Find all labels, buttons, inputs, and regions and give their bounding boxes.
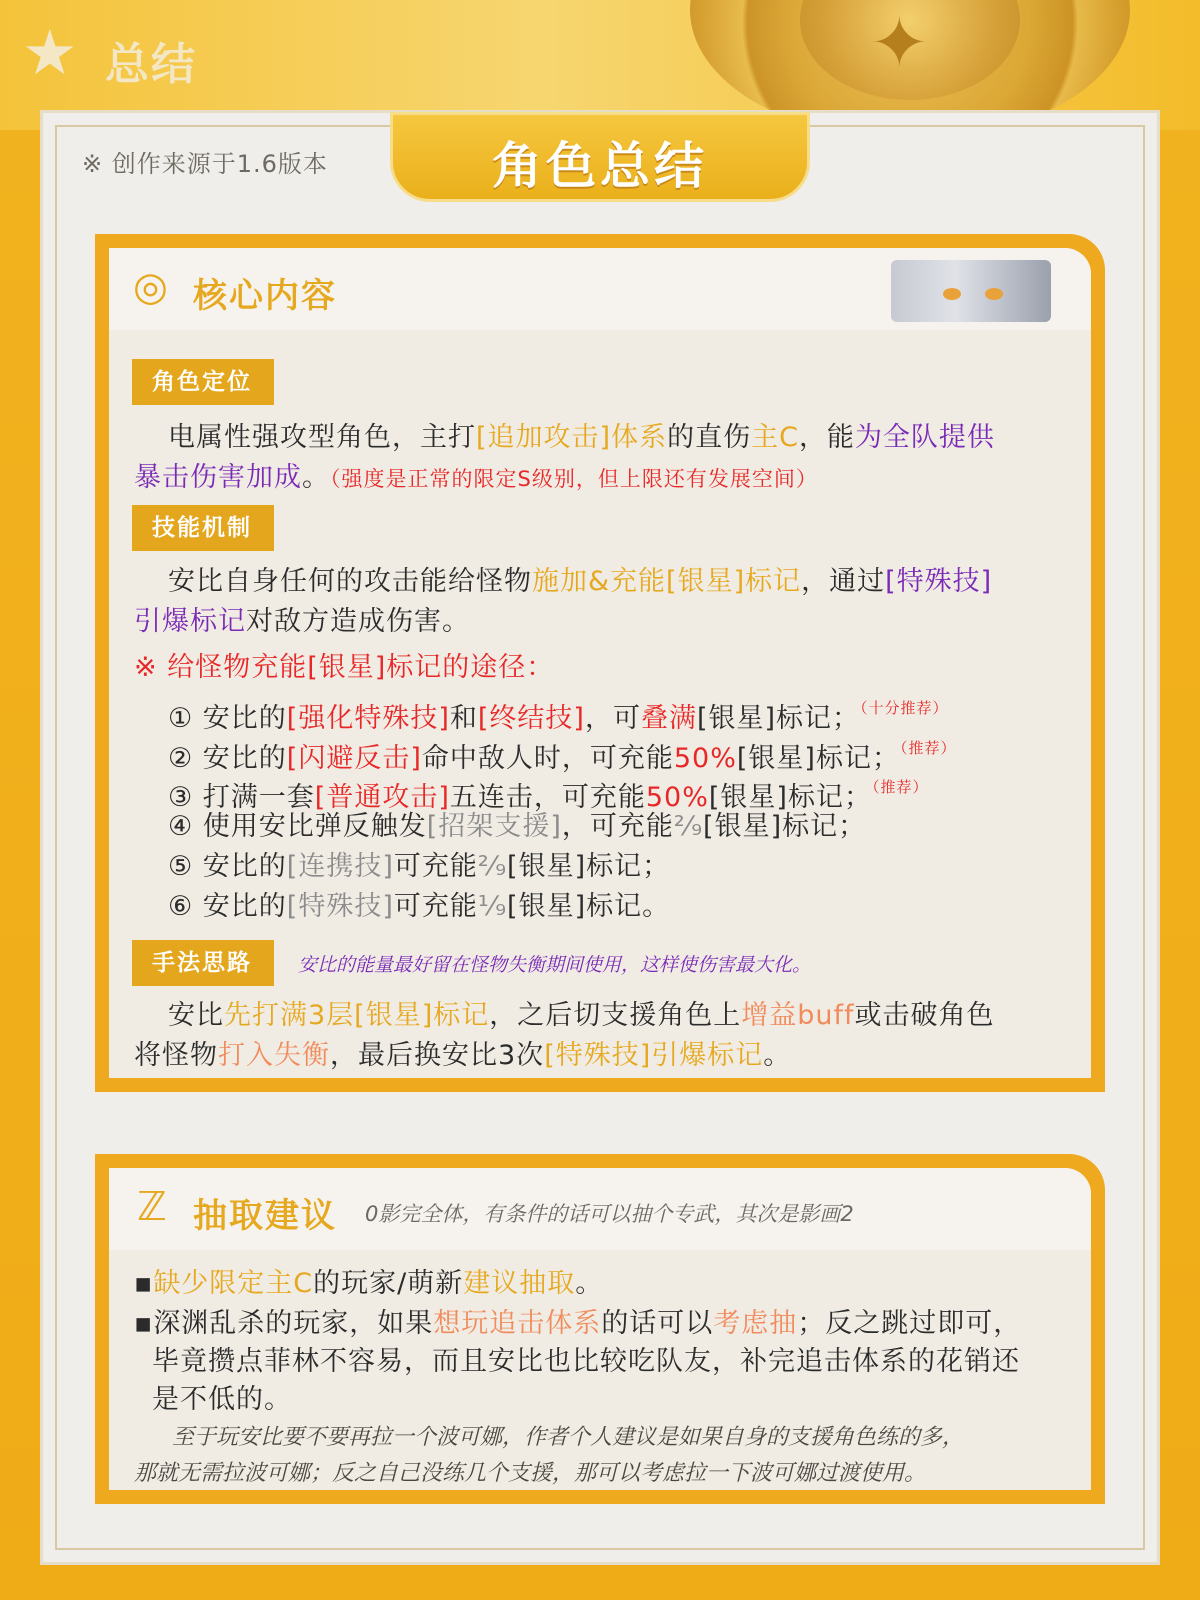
- positioning-line-1: [168, 418, 995, 458]
- highlight: [闪避反击]: [286, 743, 422, 774]
- text: 安比自身任何的攻击能给怪物: [168, 566, 532, 597]
- text: 命中敌人时，可充能: [421, 743, 674, 774]
- fraction: ¹⁄₉: [477, 891, 508, 922]
- text: ，可充能: [561, 811, 674, 842]
- mechanics-tag: 技能机制: [132, 505, 274, 551]
- text: ⑤ 安比的: [168, 851, 287, 882]
- gacha-item-2: [134, 1304, 1021, 1344]
- star-emblem-icon: ✦: [870, 2, 929, 84]
- text: ；反之跳过即可，: [797, 1308, 1022, 1339]
- character-avatar: [891, 260, 1051, 322]
- star-icon: ★: [22, 16, 78, 89]
- highlight: 暴击伤害加成: [134, 462, 302, 493]
- text: 可充能: [393, 891, 478, 922]
- strength-note: （强度是正常的限定S级别，但上限还有发展空间）: [330, 467, 818, 491]
- fraction: ²⁄₉: [673, 811, 704, 842]
- technique-line-2: [134, 1036, 791, 1076]
- text: ③ 打满一套: [168, 782, 315, 813]
- recommend-badge: （推荐）: [871, 778, 929, 796]
- highlight: 引爆标记: [134, 606, 246, 637]
- text: ① 安比的: [168, 703, 287, 734]
- text: ，能: [798, 422, 855, 453]
- positioning-tag: 角色定位: [132, 359, 274, 405]
- text: 的话可以: [601, 1308, 714, 1339]
- positioning-line-2: [134, 458, 818, 499]
- charge-way-5: [168, 847, 670, 887]
- technique-note: 安比的能量最好留在怪物失衡期间使用，这样使伤害最大化。: [298, 954, 812, 976]
- highlight: [终结技]: [477, 703, 585, 734]
- text: ，之后切支援角色上: [489, 1000, 742, 1031]
- highlight: 叠满: [640, 703, 697, 734]
- text: [银星]标记；: [507, 851, 671, 882]
- highlight: 建议抽取: [463, 1268, 576, 1299]
- text: 的玩家/萌新: [313, 1268, 464, 1299]
- page-title: 角色总结: [492, 137, 708, 195]
- highlight: [招架支援]: [426, 811, 562, 842]
- text: [银星]标记；: [736, 743, 900, 774]
- text: 。: [575, 1268, 604, 1299]
- text: 深渊乱杀的玩家，如果: [153, 1308, 434, 1339]
- highlight: 50%: [673, 743, 737, 774]
- highlight: [特殊技]引爆标记: [544, 1040, 764, 1071]
- avatar-eye-left: [943, 288, 961, 300]
- bullet-icon: ▪: [134, 1308, 154, 1339]
- text: ⑥ 安比的: [168, 891, 287, 922]
- fraction: ²⁄₉: [477, 851, 508, 882]
- highlight: [特殊技]: [885, 566, 993, 597]
- core-content-title: 核心内容: [193, 276, 337, 316]
- highlight: 为全队提供: [854, 422, 995, 453]
- gacha-item-2-line-3: 是不低的。: [152, 1384, 292, 1415]
- avatar-eye-right: [985, 288, 1003, 300]
- highlight: [强化特殊技]: [286, 703, 450, 734]
- text: 。: [763, 1040, 792, 1071]
- mechanics-line-2: [134, 602, 470, 642]
- gacha-item-1: [134, 1264, 603, 1304]
- charge-way-6: [168, 887, 670, 927]
- highlight: [追加攻击]体系: [476, 422, 668, 453]
- charge-way-4: [168, 807, 866, 847]
- text: 和: [449, 703, 478, 734]
- gacha-advice-header: [109, 1168, 1091, 1250]
- highlight: 考虑抽: [713, 1308, 798, 1339]
- text: 的直伤: [667, 422, 752, 453]
- text: 将怪物: [134, 1040, 218, 1071]
- text: ，最后换安比3次: [330, 1040, 545, 1071]
- mechanics-line-1: [168, 562, 992, 602]
- highlight: 施加&充能[银星]标记: [532, 566, 802, 597]
- text: [银星]标记；: [703, 811, 867, 842]
- highlight: 先打满3层[银星]标记: [224, 1000, 490, 1031]
- technique-tag: 手法思路: [132, 940, 274, 986]
- bullet-icon: ▪: [134, 1268, 154, 1299]
- gacha-item-2-line-2: 毕竟攒点菲林不容易，而且安比也比较吃队友，补完追击体系的花销还: [152, 1346, 1020, 1377]
- text: 五连击，可充能: [449, 782, 646, 813]
- highlight: 50%: [645, 782, 709, 813]
- text: [银星]标记；: [696, 703, 861, 734]
- source-note: ※ 创作来源于1.6版本: [82, 150, 328, 178]
- text: 电属性强攻型角色，主打: [168, 422, 476, 453]
- draw-icon: ℤ: [137, 1184, 167, 1230]
- highlight: 想玩追击体系: [433, 1308, 602, 1339]
- charge-ways-title: ※ 给怪物充能[银星]标记的途径：: [134, 652, 555, 683]
- core-target-icon: ◎: [133, 264, 168, 310]
- highlight: [特殊技]: [286, 891, 394, 922]
- gacha-advice-title: 抽取建议: [193, 1196, 337, 1236]
- text: [银星]标记；: [708, 782, 872, 813]
- text: [银星]标记。: [507, 891, 671, 922]
- highlight: 缺少限定主C: [153, 1268, 314, 1299]
- section-title: 总结: [105, 39, 197, 90]
- author-note-line-1: 至于玩安比要不要再拉一个波可娜，作者个人建议是如果自身的支援角色练的多，: [172, 1425, 965, 1450]
- technique-line-1: [168, 996, 995, 1036]
- text: ，通过: [801, 566, 886, 597]
- gacha-advice-note: 0影完全体，有条件的话可以抽个专武，其次是影画2: [365, 1202, 854, 1226]
- recommend-badge: （推荐）: [899, 739, 957, 757]
- core-content-header: [109, 248, 1091, 330]
- text: 对敌方造成伤害。: [246, 606, 470, 637]
- highlight: [连携技]: [286, 851, 394, 882]
- highlight: 主C: [751, 422, 799, 453]
- text: ，可: [584, 703, 641, 734]
- highlight: 打入失衡: [218, 1040, 330, 1071]
- highlight: 增益buff: [741, 1000, 855, 1031]
- text: 可充能: [393, 851, 478, 882]
- recommend-badge: （十分推荐）: [860, 699, 949, 717]
- text: ② 安比的: [168, 743, 287, 774]
- text: 或击破角色: [854, 1000, 995, 1031]
- text: 。: [302, 462, 330, 493]
- text: ④ 使用安比弹反触发: [168, 811, 427, 842]
- author-note-line-2: 那就无需拉波可娜；反之自己没练几个支援，那可以考虑拉一下波可娜过渡使用。: [134, 1461, 927, 1486]
- highlight: [普通攻击]: [314, 782, 450, 813]
- text: 安比: [168, 1000, 224, 1031]
